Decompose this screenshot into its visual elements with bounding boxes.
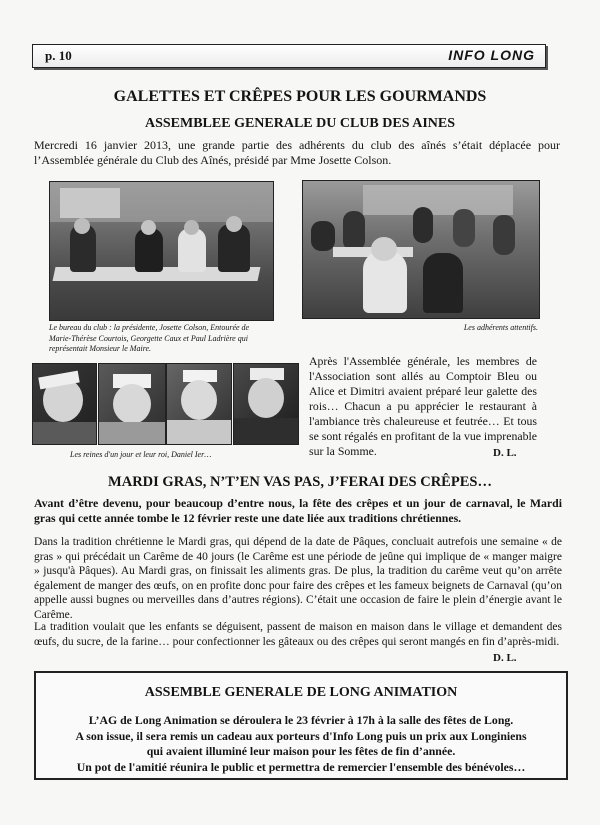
portrait-photo-2 (98, 363, 166, 445)
mardi-gras-paragraph-2: La tradition voulait que les enfants se déguisent, passent de maison en maison dans le village et demandent des œufs, du sucre, de la farine… pour confectionner les gâteaux ou des crêpes qui seront mangés en fin d’après-midi. (34, 621, 562, 648)
portrait-photo-1 (32, 363, 97, 445)
mardi-gras-paragraph-1: Dans la tradition chrétienne le Mardi gras, qui dépend de la date de Pâques, concluait autrefois une semaine « de gras » qui précédait un Carême de 40 jours (le Carême est une période de jeûne qui implique de « manger maigre » jusqu'à Pâques). Au Mardi gras, on finissait les aliments gras. De plus, la tradition du carême veut qu’on arrête également de manger des œufs, on en profite donc pour faire des crêpes et les fameux beignets de Carnaval (qu’on appelle aussi bugnes ou merveilles dans d’autres régions). C’était une occasion de faire le plein d’énergie avant le Carême. (34, 536, 562, 621)
photo-adherents (302, 180, 540, 319)
announcement-title: ASSEMBLE GENERALE DE LONG ANIMATION (144, 685, 458, 700)
portrait-photo-4 (233, 363, 299, 445)
portrait-photo-3 (166, 363, 232, 445)
article-body: Après l'Assemblée générale, les membres de l'Association sont allés au Comptoir Bleu ou Alice et Dimitri avaient préparé leur galette des rois… Chacun a pu apprécier le restaurant à l'ambiance très chaleureuse et feutrée… Et tous se sont régalés en profitant de la vue imprenable sur la Somme. (309, 354, 537, 458)
mardi-gras-lead: Avant d’être devenu, pour beaucoup d’entre nous, la fête des crêpes et un jour de carnaval, le Mardi gras qui cette année tombe le 12 février reste une date liée aux traditions chrétiennes. (34, 496, 562, 525)
mardi-gras-title: MARDI GRAS, N’T’EN VAS PAS, J’FERAI DES CRÊPES… (108, 474, 492, 490)
article-subtitle: ASSEMBLEE GENERALE DU CLUB DES AINES (144, 116, 456, 131)
announcement-line: qui avaient illuminé leur maison pour les fêtes de fin d’année. (146, 744, 456, 758)
publication-title: INFO LONG (448, 47, 535, 63)
announcement-line: L’AG de Long Animation se déroulera le 23 février à 17h à la salle des fêtes de Long. (88, 713, 514, 727)
page-number: p. 10 (45, 48, 72, 63)
article-title: GALETTES ET CRÊPES POUR LES GOURMANDS (113, 88, 487, 105)
article-intro: Mercredi 16 janvier 2013, une grande partie des adhérents du club des aînés s’était déplacée pour l’Assemblée générale du Club des Aînés, présidé par Mme Josette Colson. (34, 138, 560, 167)
announcement-line: A son issue, il sera remis un cadeau aux porteurs d'Info Long puis un prix aux Longiniens (75, 728, 527, 743)
announcement-box (34, 671, 568, 780)
photo-club-bureau (49, 181, 274, 321)
page-header (32, 44, 546, 68)
announcement-text (50, 713, 552, 775)
article-signature: D. L. (493, 447, 517, 459)
caption-portraits: Les reines d'un jour et leur roi, Daniel Ier… (70, 450, 212, 459)
mardi-gras-signature: D. L. (493, 652, 517, 664)
caption-club-bureau: Le bureau du club : la présidente, Josette Colson, Entourée de Marie-Thérèse Courtois, Georgette Caux et Paul Ladrière qui représentait Monsieur le Maire. (49, 323, 250, 353)
announcement-line: Un pot de l'amitié réunira le public et permettra de remercier l'ensemble des bénévoles… (76, 759, 526, 774)
caption-adherents: Les adhérents attentifs. (463, 323, 538, 332)
